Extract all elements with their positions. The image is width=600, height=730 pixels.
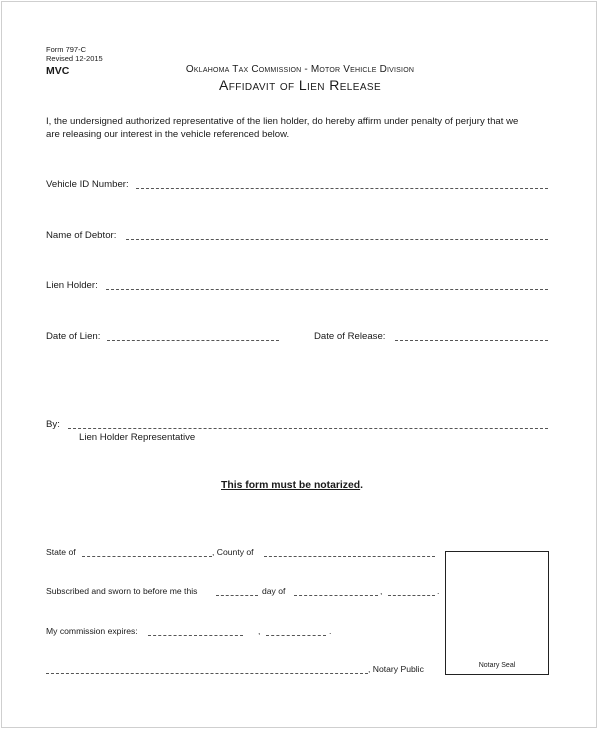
revision-date: Revised 12-2015: [46, 54, 103, 63]
debtor-line[interactable]: [126, 239, 548, 240]
state-line[interactable]: [82, 556, 212, 557]
by-label: By:: [46, 419, 60, 430]
notary-public-label: , Notary Public: [368, 664, 424, 674]
commission-period: .: [329, 626, 332, 636]
day-of-label: day of: [262, 586, 286, 596]
commission-label: My commission expires:: [46, 626, 138, 636]
county-of-label: , County of: [212, 547, 254, 557]
date-of-release-line[interactable]: [395, 340, 548, 341]
form-number: Form 797-C: [46, 45, 87, 54]
commission-date-line[interactable]: [148, 635, 243, 636]
signature-line[interactable]: [68, 428, 548, 429]
state-of-label: State of: [46, 547, 76, 557]
notarize-notice-text: This form must be notarized: [221, 480, 361, 491]
subscribed-label: Subscribed and sworn to before me this: [46, 586, 198, 596]
commission-year-line[interactable]: [266, 635, 326, 636]
lien-holder-label: Lien Holder:: [46, 280, 98, 291]
sworn-day-line[interactable]: [216, 595, 258, 596]
sworn-month-line[interactable]: [294, 595, 378, 596]
debtor-label: Name of Debtor:: [46, 230, 117, 241]
sworn-comma: ,: [380, 586, 383, 596]
vehicle-id-label: Vehicle ID Number:: [46, 179, 129, 190]
vehicle-id-line[interactable]: [136, 188, 548, 189]
commission-comma: ,: [258, 626, 261, 636]
date-of-lien-line[interactable]: [107, 340, 279, 341]
notarize-notice-period: .: [360, 480, 364, 491]
date-of-lien-label: Date of Lien:: [46, 331, 101, 342]
sworn-period: .: [437, 586, 440, 596]
date-of-release-label: Date of Release:: [314, 331, 386, 342]
notary-signature-line[interactable]: [46, 673, 368, 674]
notary-seal-box: [445, 551, 549, 675]
agency-name: Oklahoma Tax Commission - Motor Vehicle Division: [185, 64, 415, 75]
lien-holder-line[interactable]: [106, 289, 548, 290]
form-title: Affidavit of Lien Release: [218, 77, 382, 93]
representative-caption: Lien Holder Representative: [79, 432, 196, 443]
statement-line-2: are releasing our interest in the vehicle referenced below.: [46, 129, 290, 140]
county-line[interactable]: [264, 556, 435, 557]
statement-line-1: I, the undersigned authorized representative of the lien holder, do hereby affirm under penalty of perjury that we: [46, 116, 519, 127]
notarize-notice: [221, 480, 363, 491]
notary-seal-label: Notary Seal: [478, 662, 516, 669]
sworn-year-line[interactable]: [388, 595, 435, 596]
division-code: MVC: [46, 65, 70, 77]
